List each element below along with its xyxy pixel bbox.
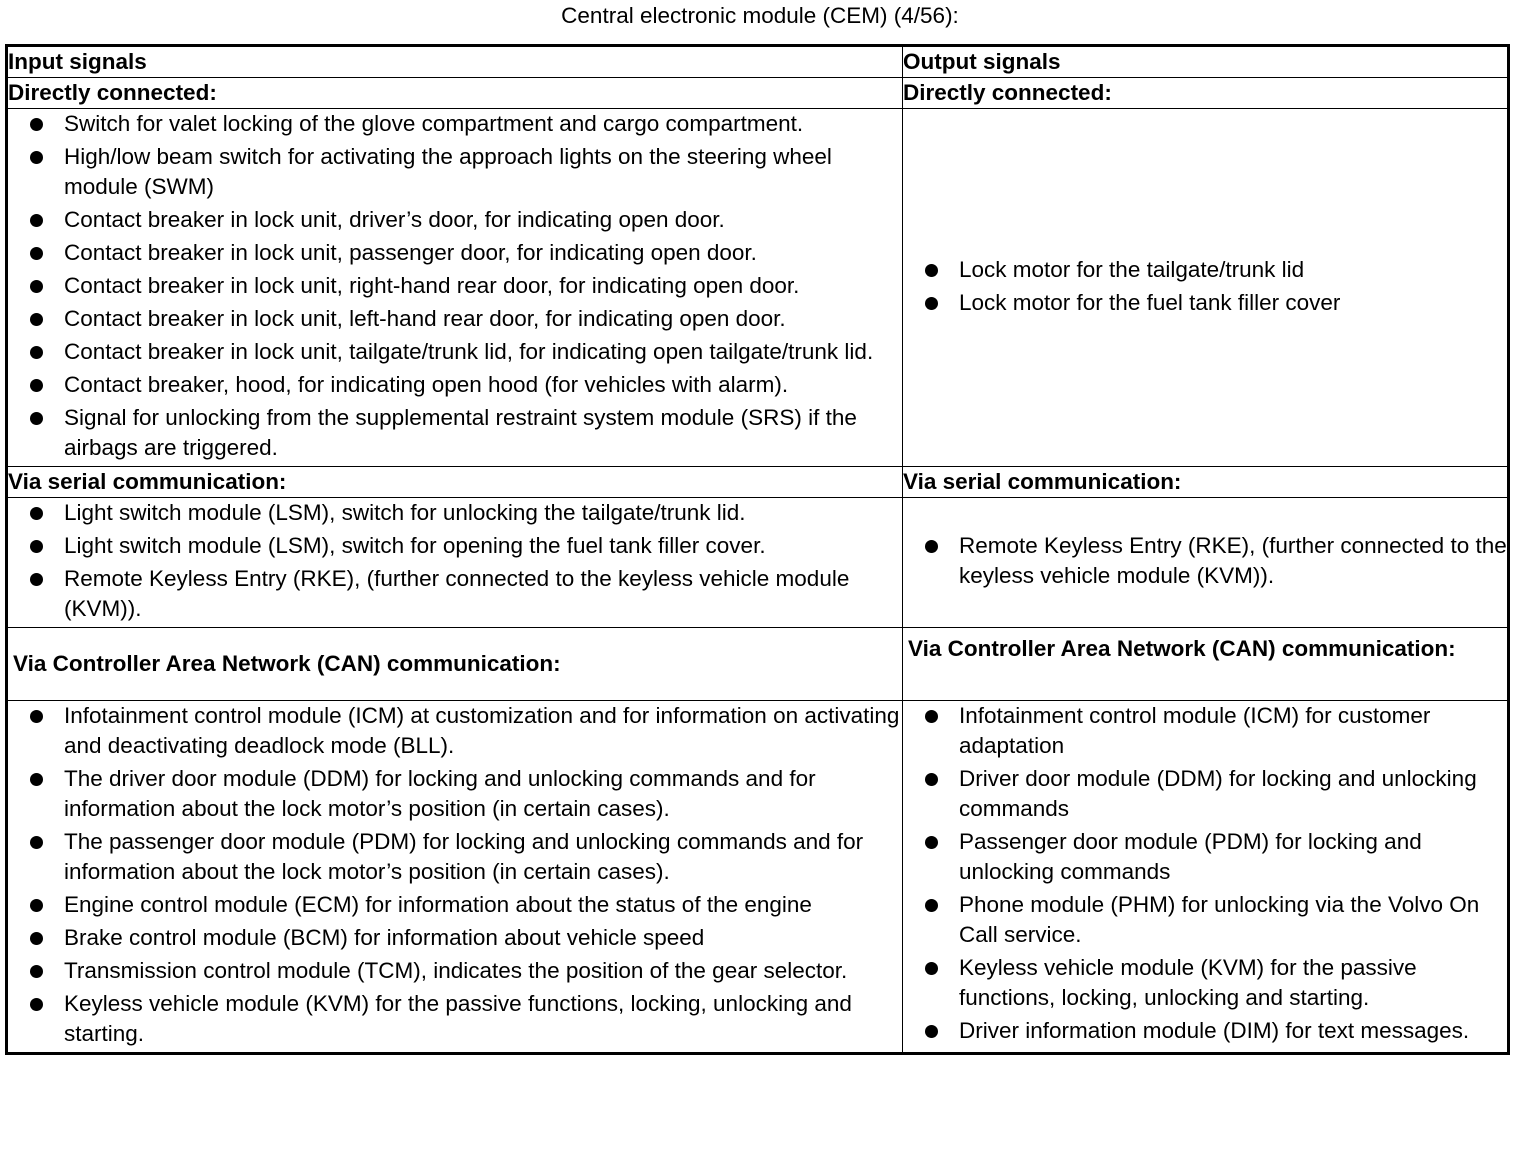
list-item-text: Signal for unlocking from the supplemental restraint system module (SRS) if the airbags are triggered. [64, 405, 857, 460]
input-signals-header: Input signals [7, 46, 903, 78]
can-input-label: Via Controller Area Network (CAN) communication: [7, 628, 903, 701]
direct-output-label: Directly connected: [903, 78, 1509, 109]
list-item [8, 337, 902, 367]
bullet-icon [30, 540, 43, 553]
direct-inputs-cell [7, 109, 903, 467]
bullet-icon [30, 932, 43, 945]
list-item-text: Driver door module (DDM) for locking and unlocking commands [959, 766, 1477, 821]
list-item [8, 923, 902, 953]
bullet-icon [30, 965, 43, 978]
list-item [8, 205, 902, 235]
list-item [903, 764, 1507, 824]
list-item [8, 370, 902, 400]
bullet-icon [30, 507, 43, 520]
content-row-can [7, 701, 1509, 1054]
list-item [903, 827, 1507, 887]
list-item-text: Remote Keyless Entry (RKE), (further connected to the keyless vehicle module (KVM)). [959, 533, 1507, 588]
list-item-text: Light switch module (LSM), switch for unlocking the tailgate/trunk lid. [64, 500, 746, 525]
list-item-text: Brake control module (BCM) for information about vehicle speed [64, 925, 705, 950]
list-item-text: Switch for valet locking of the glove compartment and cargo compartment. [64, 111, 804, 136]
list-item [8, 764, 902, 824]
bullet-icon [925, 264, 938, 277]
serial-inputs-list [8, 498, 902, 624]
bullet-icon [30, 412, 43, 425]
bullet-icon [30, 346, 43, 359]
list-item [8, 701, 902, 761]
list-item [8, 142, 902, 202]
bullet-icon [925, 899, 938, 912]
bullet-icon [30, 899, 43, 912]
header-row [7, 46, 1509, 78]
bullet-icon [925, 297, 938, 310]
list-item-text: Contact breaker in lock unit, driver’s door, for indicating open door. [64, 207, 725, 232]
list-item-text: Driver information module (DIM) for text messages. [959, 1018, 1470, 1043]
list-item [8, 531, 902, 561]
list-item [8, 956, 902, 986]
list-item-text: Infotainment control module (ICM) for customer adaptation [959, 703, 1431, 758]
serial-outputs-list [903, 531, 1507, 591]
bullet-icon [30, 836, 43, 849]
list-item [903, 953, 1507, 1013]
bullet-icon [30, 151, 43, 164]
list-item-text: Transmission control module (TCM), indicates the position of the gear selector. [64, 958, 848, 983]
list-item-text: Contact breaker in lock unit, tailgate/trunk lid, for indicating open tailgate/trunk lid. [64, 339, 874, 364]
section-row-serial [7, 467, 1509, 498]
list-item-text: Lock motor for the fuel tank filler cover [959, 289, 1341, 315]
direct-outputs-cell [903, 109, 1509, 467]
bullet-icon [925, 773, 938, 786]
bullet-icon [30, 998, 43, 1011]
list-item [903, 1016, 1507, 1046]
bullet-icon [30, 573, 43, 586]
list-item-text: The driver door module (DDM) for locking and unlocking commands and for information about the lock motor’s position (in certain cases). [64, 766, 816, 821]
section-row-can [7, 628, 1509, 701]
serial-outputs-cell [903, 498, 1509, 628]
can-inputs-cell [7, 701, 903, 1054]
direct-inputs-list [8, 109, 902, 463]
can-outputs-cell [903, 701, 1509, 1054]
list-item-text: Infotainment control module (ICM) at customization and for information on activating and deactivating deadlock mode (BLL). [64, 703, 900, 758]
bullet-icon [925, 962, 938, 975]
list-item-text: Lock motor for the tailgate/trunk lid [959, 256, 1305, 282]
list-item-text: High/low beam switch for activating the approach lights on the steering wheel module (SWM) [64, 144, 832, 199]
list-item-text: Keyless vehicle module (KVM) for the passive functions, locking, unlocking and starting. [959, 955, 1417, 1010]
list-item [8, 109, 902, 139]
can-outputs-list [903, 701, 1507, 1046]
bullet-icon [30, 710, 43, 723]
list-item-text: Contact breaker in lock unit, right-hand rear door, for indicating open door. [64, 273, 800, 298]
list-item [903, 531, 1507, 591]
list-item-text: Engine control module (ECM) for information about the status of the engine [64, 892, 812, 917]
list-item [8, 890, 902, 920]
list-item-text: Remote Keyless Entry (RKE), (further connected to the keyless vehicle module (KVM)). [64, 566, 850, 621]
list-item-text: Passenger door module (PDM) for locking and unlocking commands [959, 829, 1422, 884]
list-item [903, 288, 1507, 318]
content-row-direct [7, 109, 1509, 467]
direct-outputs-list [903, 255, 1507, 318]
bullet-icon [30, 247, 43, 260]
bullet-icon [30, 379, 43, 392]
list-item-text: Keyless vehicle module (KVM) for the passive functions, locking, unlocking and starting. [64, 991, 852, 1046]
can-output-label: Via Controller Area Network (CAN) communication: [903, 628, 1509, 701]
list-item-text: The passenger door module (PDM) for locking and unlocking commands and for information about the lock motor’s position (in certain cases). [64, 829, 864, 884]
output-signals-header: Output signals [903, 46, 1509, 78]
list-item-text: Contact breaker in lock unit, passenger door, for indicating open door. [64, 240, 757, 265]
bullet-icon [925, 836, 938, 849]
bullet-icon [30, 280, 43, 293]
page-title: Central electronic module (CEM) (4/56): [561, 3, 959, 28]
bullet-icon [30, 118, 43, 131]
list-item [8, 498, 902, 528]
list-item [8, 827, 902, 887]
bullet-icon [30, 773, 43, 786]
list-item-text: Contact breaker in lock unit, left-hand rear door, for indicating open door. [64, 306, 786, 331]
serial-output-label: Via serial communication: [903, 467, 1509, 498]
bullet-icon [30, 214, 43, 227]
list-item-text: Phone module (PHM) for unlocking via the Volvo On Call service. [959, 892, 1480, 947]
list-item [8, 271, 902, 301]
content-row-serial [7, 498, 1509, 628]
bullet-icon [925, 1025, 938, 1038]
list-item-text: Light switch module (LSM), switch for opening the fuel tank filler cover. [64, 533, 766, 558]
serial-input-label: Via serial communication: [7, 467, 903, 498]
bullet-icon [925, 540, 938, 553]
list-item [903, 890, 1507, 950]
bullet-icon [925, 710, 938, 723]
bullet-icon [30, 313, 43, 326]
list-item [8, 304, 902, 334]
list-item [8, 564, 902, 624]
list-item [8, 403, 902, 463]
list-item-text: Contact breaker, hood, for indicating open hood (for vehicles with alarm). [64, 372, 789, 397]
list-item [903, 701, 1507, 761]
list-item [8, 989, 902, 1049]
can-inputs-list [8, 701, 902, 1049]
list-item [8, 238, 902, 268]
direct-input-label: Directly connected: [7, 78, 903, 109]
signals-table [5, 44, 1510, 1055]
serial-inputs-cell [7, 498, 903, 628]
section-row-direct [7, 78, 1509, 109]
list-item [903, 255, 1507, 285]
